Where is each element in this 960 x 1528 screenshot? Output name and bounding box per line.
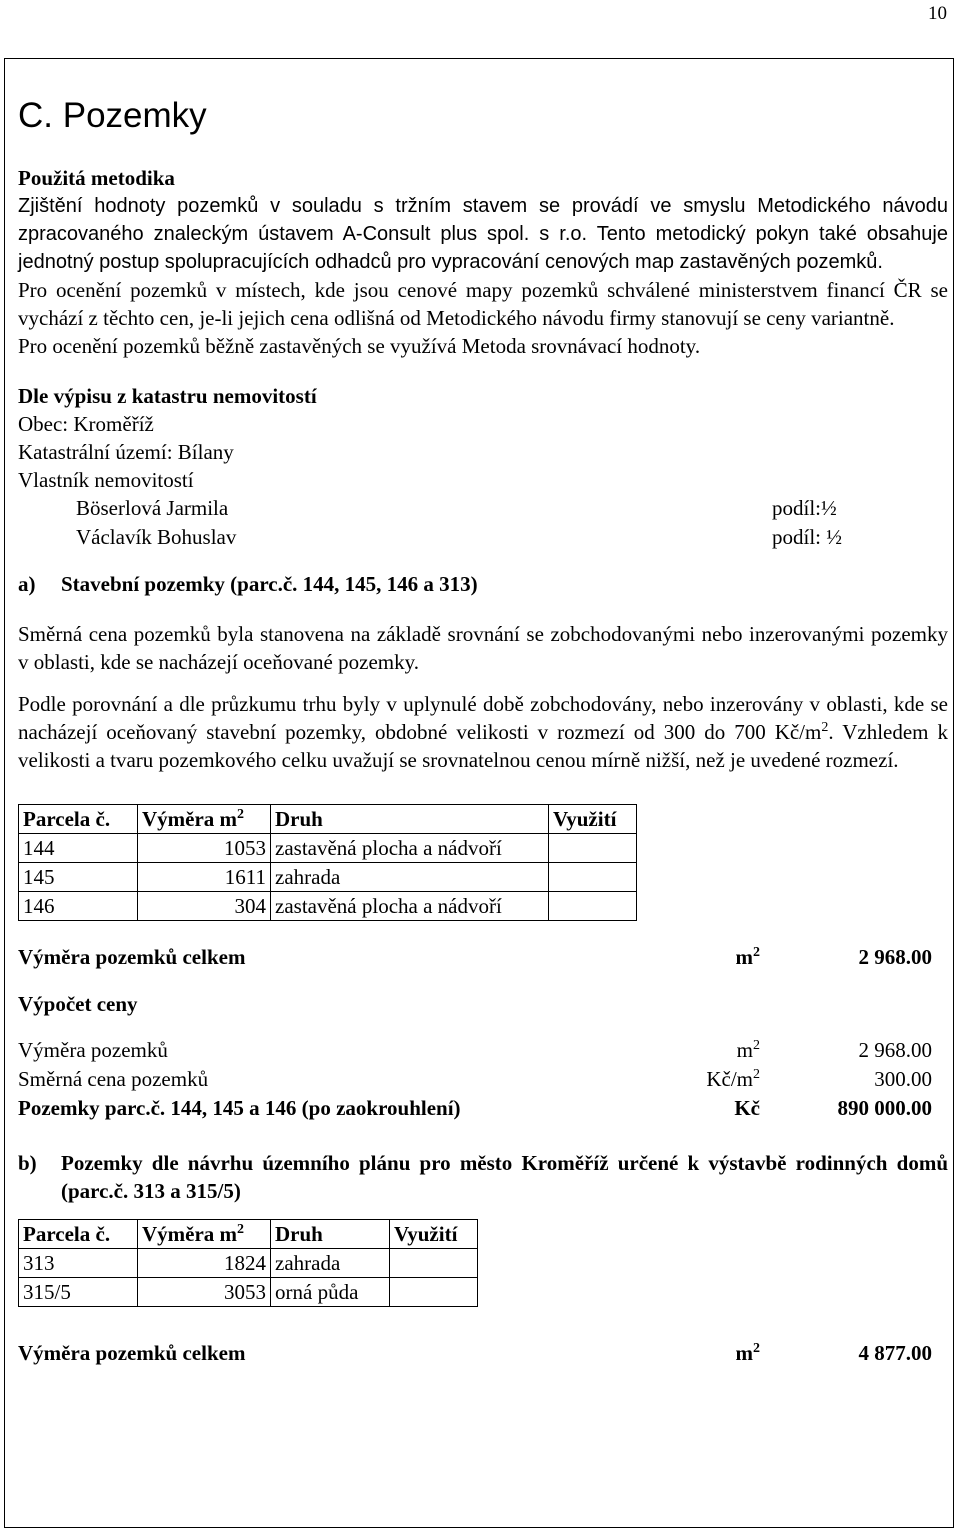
section-a	[18, 570, 948, 1123]
total-label: Výměra pozemků celkem	[18, 1341, 246, 1365]
page-number: 10	[928, 3, 947, 24]
total-unit: $m^2$	[735, 1341, 760, 1365]
table-header-row	[19, 805, 637, 834]
header-area: Výměra $m^2$	[138, 1220, 271, 1249]
cell-type: zahrada	[271, 863, 549, 892]
method-section	[18, 164, 948, 360]
cell-parcel: 315/5	[19, 1278, 138, 1307]
total-value: 2 968.00	[858, 945, 932, 969]
cell-parcel: 146	[19, 892, 138, 921]
cell-area: 1611	[138, 863, 271, 892]
cadastral-area: Katastrální území: Bílany	[18, 440, 234, 464]
table-row	[19, 1249, 478, 1278]
parcel-table-b	[18, 1219, 478, 1307]
cell-type: zahrada	[271, 1249, 390, 1278]
cell-type: zastavěná plocha a nádvoří	[271, 834, 549, 863]
owner-share: podíl: ½	[772, 525, 843, 549]
cell-area: 1824	[138, 1249, 271, 1278]
cell-use	[549, 892, 637, 921]
section-a-paragraph-2: Podle porovnání a dle průzkumu trhu byly v uplynulé době zobchodovány, nebo inzerovány v oblasti, kde se nacházejí oceňovaný stavební pozemky, obdobné velikosti v rozmezí od 300 do 700 $Kč/m^2$. Vzhledem k velikosti a tvaru pozemkového celku uvažují se srovnatelnou cenou mírně nižší, než je uvedené rozmezí.	[18, 692, 949, 772]
header-use: Využití	[549, 805, 637, 834]
calc-label: Výměra pozemků	[18, 1038, 168, 1062]
section-heading-text: Pozemky dle návrhu územního plánu pro město Kroměříž určené k výstavbě rodinných domů (parc.č. 313 a 315/5)	[61, 1151, 948, 1203]
cell-area: 304	[138, 892, 271, 921]
header-use: Využití	[390, 1220, 478, 1249]
cell-area: 3053	[138, 1278, 271, 1307]
cell-type: orná půda	[271, 1278, 390, 1307]
total-area-b	[18, 1339, 948, 1368]
header-type: Druh	[271, 1220, 390, 1249]
table-row	[19, 863, 637, 892]
owner-name: Václavík Bohuslav	[76, 525, 237, 549]
cell-use	[549, 834, 637, 863]
total-value: 4 877.00	[858, 1341, 932, 1365]
total-area-a	[18, 943, 948, 972]
method-paragraph-2: Pro ocenění pozemků v místech, kde jsou cenové mapy pozemků schválené ministerstvem financí ČR se vychází z těchto cen, je-li jejich cena odlišná od Metodického návodu firmy stanovují se ceny variantně.	[18, 278, 948, 330]
table-row	[19, 892, 637, 921]
calc-unit: $Kč/m^2$	[706, 1067, 760, 1091]
cadastre-section	[18, 382, 948, 552]
owner-row	[18, 523, 948, 552]
method-heading: Použitá metodika	[18, 166, 175, 190]
cell-parcel: 313	[19, 1249, 138, 1278]
method-paragraph-3: Pro ocenění pozemků běžně zastavěných se využívá Metoda srovnávací hodnoty.	[18, 334, 701, 358]
calc-value: 300.00	[874, 1067, 932, 1091]
section-b	[18, 1149, 948, 1368]
section-a-paragraph-1: Směrná cena pozemků byla stanovena na základě srovnání se zobchodovanými nebo inzerovanými pozemky v oblasti, kde se nacházejí oceňované pozemky.	[18, 622, 948, 674]
header-area: Výměra $m^2$	[138, 805, 271, 834]
table-header-row	[19, 1220, 478, 1249]
section-letter: a)	[18, 572, 36, 596]
owners-label: Vlastník nemovitostí	[18, 468, 194, 492]
table-row	[19, 1278, 478, 1307]
section-b-heading	[18, 1149, 948, 1205]
calc-label: Pozemky parc.č. 144, 145 a 146 (po zaokrouhlení)	[18, 1096, 461, 1120]
calc-unit: $m^2$	[736, 1038, 760, 1062]
calc-row-total	[18, 1094, 948, 1123]
owner-share: podíl:½	[772, 496, 837, 520]
calc-row	[18, 1065, 948, 1094]
owner-row	[18, 494, 948, 523]
section-heading-text: Stavební pozemky (parc.č. 144, 145, 146 a 313)	[61, 572, 478, 596]
header-type: Druh	[271, 805, 549, 834]
cell-parcel: 144	[19, 834, 138, 863]
section-title: C. Pozemky	[18, 96, 207, 135]
table-row	[19, 834, 637, 863]
method-paragraph-1: Zjištění hodnoty pozemků v souladu s tržním stavem se provádí ve smyslu Metodického návodu zpracovaného znaleckým ústavem A-Consult plus spol. s r.o. Tento metodický pokyn také obsahuje jednotný postup spolupracujících odhadců pro vypracování cenových map zastavěných pozemků.	[18, 195, 948, 273]
section-a-heading	[18, 570, 948, 598]
cell-type: zastavěná plocha a nádvoří	[271, 892, 549, 921]
cell-area: 1053	[138, 834, 271, 863]
calc-row	[18, 1036, 948, 1065]
municipality: Obec: Kroměříž	[18, 412, 154, 436]
section-letter: b)	[18, 1151, 37, 1175]
cell-use	[390, 1278, 478, 1307]
parcel-table-a	[18, 804, 637, 921]
document-content	[18, 94, 948, 1368]
header-parcel: Parcela č.	[19, 805, 138, 834]
owner-name: Böserlová Jarmila	[76, 496, 229, 520]
cell-use	[549, 863, 637, 892]
calc-heading: Výpočet ceny	[18, 992, 138, 1016]
header-parcel: Parcela č.	[19, 1220, 138, 1249]
cell-use	[390, 1249, 478, 1278]
cadastre-heading: Dle výpisu z katastru nemovitostí	[18, 384, 317, 408]
calc-unit: Kč	[734, 1096, 760, 1120]
total-label: Výměra pozemků celkem	[18, 945, 246, 969]
calc-label: Směrná cena pozemků	[18, 1067, 209, 1091]
calc-value: 2 968.00	[858, 1038, 932, 1062]
calc-value: 890 000.00	[837, 1096, 932, 1120]
total-unit: $m^2$	[735, 945, 760, 969]
cell-parcel: 145	[19, 863, 138, 892]
